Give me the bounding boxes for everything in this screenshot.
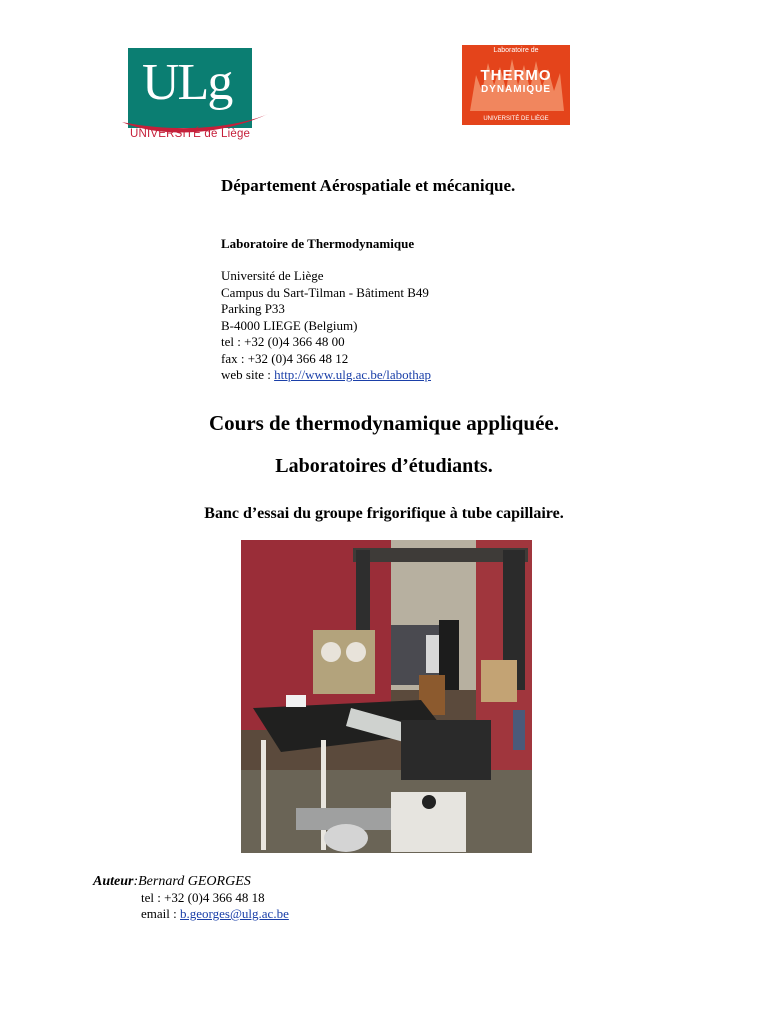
email-label: email : [141, 906, 177, 921]
author-name: :Bernard GEORGES [133, 874, 251, 889]
labs-title: Laboratoires d’étudiants. [275, 455, 493, 477]
test-bench-photo [241, 540, 532, 853]
email-link[interactable]: b.georges@ulg.ac.be [180, 906, 289, 921]
address-web [221, 367, 431, 384]
address-city: B-4000 LIEGE (Belgium) [221, 317, 358, 333]
address-tel: tel : +32 (0)4 366 48 00 [221, 334, 345, 349]
ulg-logo-word: ULg [142, 54, 232, 111]
author-email-line [141, 906, 289, 922]
author-tel: tel : +32 (0)4 366 48 18 [141, 890, 265, 905]
address-block [221, 268, 431, 384]
department-heading: Département Aérospatiale et mécanique. [221, 176, 516, 195]
author-label: Auteur [93, 874, 134, 889]
web-label: web site : [221, 367, 271, 382]
laboratory-name: Laboratoire de Thermodynamique [221, 236, 415, 251]
thermo-logo [462, 45, 570, 125]
address-campus: Campus du Sart-Tilman - Bâtiment B49 [221, 284, 429, 300]
author-line [93, 874, 251, 890]
ulg-logo-caption: UNIVERSITÉ de Liège [130, 128, 251, 140]
web-link[interactable]: http://www.ulg.ac.be/labothap [274, 367, 432, 382]
thermo-logo-word2: DYNAMIQUE [480, 84, 552, 95]
address-parking: Parking P33 [221, 301, 285, 316]
ulg-logo [120, 44, 270, 144]
thermo-logo-word1: THERMO [480, 67, 552, 84]
address-fax: fax : +32 (0)4 366 48 12 [221, 350, 349, 366]
course-title: Cours de thermodynamique appliquée. [208, 411, 560, 435]
address-university: Université de Liège [221, 268, 324, 283]
thermo-logo-top: Laboratoire de [493, 47, 539, 54]
thermo-logo-bottom: UNIVERSITÉ DE LIÈGE [483, 116, 549, 122]
document-subtitle: Banc d’essai du groupe frigorifique à tube capillaire. [204, 505, 564, 522]
